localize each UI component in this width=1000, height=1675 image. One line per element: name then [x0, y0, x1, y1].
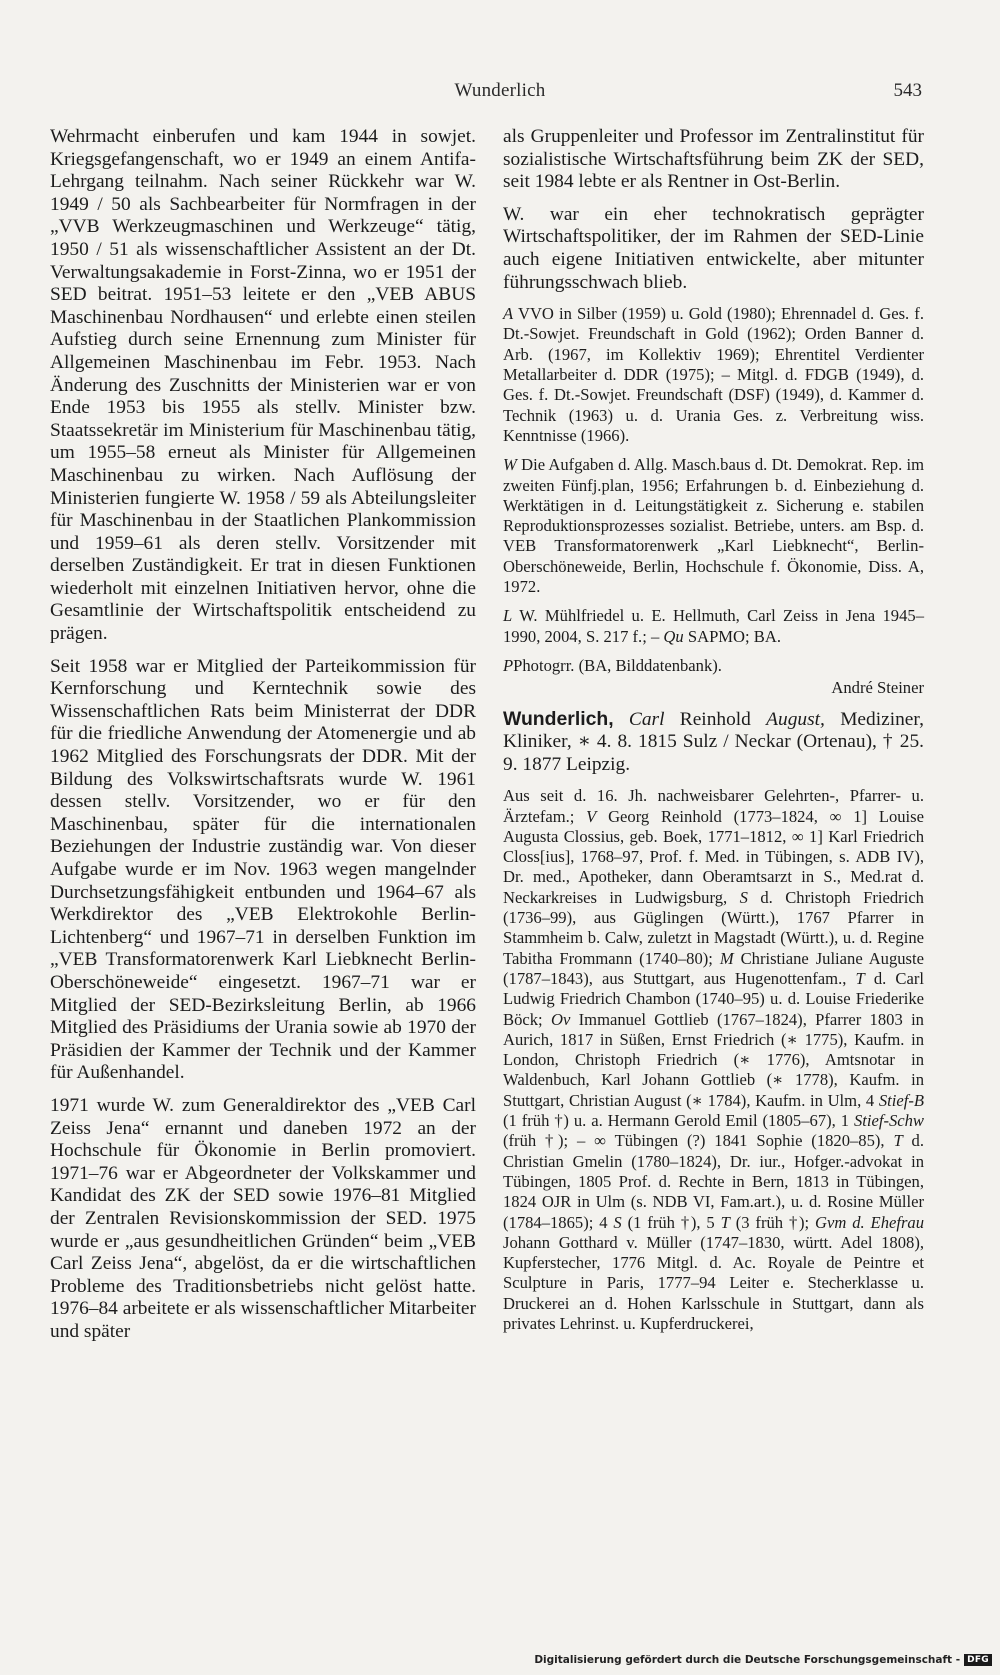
- credit-text: Digitalisierung gefördert durch die Deutsche Forschungsgemeinschaft -: [534, 1654, 961, 1666]
- paragraph: Seit 1958 war er Mitglied der Parteikommission für Kernforschung und Kerntechnik sowie des Wissenschaftlichen Rats beim Ministerrat der DDR für die friedliche Anwendung der Atomenergie und ab 1962 Mitglied des Forschungsrats der DDR. Mit der Bildung des Volkswirtschaftsrats wurde W. 1961 dessen stellv. Vorsitzender, wo er für den Maschinenbau, später für die internationalen Beziehungen der Industrie zuständig war. Von dieser Aufgabe wurde er im Nov. 1963 wegen mangelnder Durchsetzungsfähigkeit entbunden und 1964–67 als Werkdirektor des „VEB Elektrokohle Berlin-Lichtenberg“ und 1967–71 in derselben Funktion im „VEB Transformatorenwerk Karl Liebknecht Berlin-Oberschöneweide“ eingesetzt. 1967–71 war er Mitglied der SED-Bezirksleitung Berlin, ab 1966 Mitglied des Präsidiums der Urania sowie ab 1970 der Präsidien der Kammer der Technik und der Kammer für Außenhandel.: [50, 655, 476, 1084]
- paragraph: als Gruppenleiter und Professor im Zentralinstitut für sozialistische Wirtschaftsführung beim ZK der SED, seit 1984 lebte er als Rentner in Ost-Berlin.: [503, 126, 924, 193]
- entry-heading: [503, 708, 924, 777]
- works-section: [503, 455, 924, 597]
- portrait-text: Photogrr. (BA, Bilddatenbank).: [513, 655, 722, 675]
- portrait-section: [503, 656, 924, 676]
- page-number: 543: [893, 80, 922, 101]
- dfg-logo: DFG: [964, 1654, 992, 1666]
- left-column: [50, 126, 476, 1353]
- digitization-credit: [534, 1654, 992, 1666]
- paragraph: Wehrmacht einberufen und kam 1944 in sowjet. Kriegsgefangenschaft, wo er 1949 an einem Antifa-Lehrgang teilnahm. Nach seiner Rückkehr war W. 1949 / 50 als Sachbearbeiter für Normfragen in der „VVB Werkzeugmaschinen und Werkzeuge“ tätig, 1950 / 51 als wissenschaftlicher Assistent an der Dt. Verwaltungsakademie in Forst-Zinna, wo er 1951 der SED beitrat. 1951–53 leitete er den „VEB ABUS Maschinenbau Nordhausen“ und erlebte einen steilen Aufstieg durch seine Ernennung zum Minister für Allgemeinen Maschinenbau im Febr. 1953. Nach Änderung des Zuschnitts der Ministerien war er von Ende 1953 bis 1955 als stellv. Minister bzw. Staatssekretär im Ministerium für Maschinenbau tätig, um 1955–58 erneut als Minister für Allgemeinen Maschinenbau zu wirken. Nach Auflösung der Ministerien fungierte W. 1958 / 59 als Abteilungsleiter für Maschinenbau in der Staatlichen Plankommission und 1959–61 als deren stellv. Vorsitzender mit derselben Zuständigkeit. Er trat in diesen Funktionen wiederholt mit einzelnen Initiativen hervor, ohne die Gesamtlinie der Wirtschaftspolitik entscheidend zu prägen.: [50, 126, 476, 645]
- genealogy-block: [503, 786, 924, 1334]
- awards-text: VVO in Silber (1959) u. Gold (1980); Ehrennadel d. Ges. f. Dt.-Sowjet. Freundschaft in Gold (1962); Orden Banner d. Arb. (1967, im Kollektiv 1969); Ehrentitel Verdienter Metallarbeiter d. DDR (1975); – Mitgl. d. FDGB (1949), d. Ges. f. Dt.-Sowjet. Freundschaft (DSF) (1949), d. Kammer d. Technik (1963) u. d. Urania Ges. z. Verbreitung wiss. Kenntnisse (1966).: [503, 304, 924, 445]
- works-label: W: [503, 455, 517, 475]
- portrait-label: P: [503, 655, 514, 675]
- entry-dates: Mediziner, Kliniker, ∗ 4. 8. 1815 Sulz / Neckar (Ortenau), † 25. 9. 1877 Leipzig.: [503, 708, 924, 775]
- literature-text: W. Mühlfriedel u. E. Hellmuth, Carl Zeiss in Jena 1945–1990, 2004, S. 217 f.; –: [503, 606, 924, 646]
- entry-given-name: Carl: [628, 708, 665, 730]
- works-text: Die Aufgaben d. Allg. Masch.baus d. Dt. Demokrat. Rep. im zweiten Fünfj.plan, 1956; Erfahrungen b. d. Einbeziehung d. Werktätigen in d. Leitungstätigkeit z. Sicherung e. stabilen Reproduktionsprozesses sozialist. Betriebe, unters. am Bsp. d. VEB Transformatorenwerk „Karl Liebknecht“, Berlin-Oberschöneweide, Berlin, Hochschule f. Ökonomie, Diss. A, 1972.: [503, 455, 924, 597]
- literature-label: L: [503, 606, 513, 626]
- entry-given-name-2: August,: [766, 708, 825, 730]
- paragraph: W. war ein eher technokratisch geprägter Wirtschaftspolitiker, der im Rahmen der SED-Linie auch eigene Initiativen entwickelte, aber mitunter führungsschwach blieb.: [503, 203, 924, 293]
- genealogy-paragraph: Aus seit d. 16. Jh. nachweisbarer Gelehrten-, Pfarrer- u. Ärztefam.; V Georg Reinhold (1773–1824, ∞ 1] Louise Augusta Clossius, geb. Boek, 1771–1812, ∞ 1] Karl Friedrich Closs[ius], 1768–97, Prof. f. Med. in Tübingen, s. ADB IV), Dr. med., Apotheker, dann Oberamtsarzt in S., Med.rat d. Neckarkreises in Ludwigsburg, S d. Christoph Friedrich (1736–99), aus Güglingen (Württ.), 1767 Pfarrer in Stammheim b. Calw, zuletzt in Magstadt (Württ.), u. d. Regine Tabitha Frommann (1740–80); M Christiane Juliane Auguste (1787–1843), aus Stuttgart, aus Hugenottenfam., T d. Carl Ludwig Friedrich Chambon (1740–95) u. d. Louise Friederike Böck; Ov Immanuel Gottlieb (1767–1824), Pfarrer 1803 in Aurich, 1817 in Süßen, Ernst Friedrich (∗ 1775), Kaufm. in London, Christoph Friedrich (∗ 1776), Amtsnotar in Waldenbuch, Karl Johann Gottlieb (∗ 1778), Kaufm. in Stuttgart, Christian August (∗ 1784), Kaufm. in Ulm, 4 Stief-B (1 früh †) u. a. Hermann Gerold Emil (1805–67), 1 Stief-Schw (früh †); – ∞ Tübingen (?) 1841 Sophie (1820–85), T d. Christian Gmelin (1780–1824), Dr. iur., Hofger.-advokat in Tübingen, 1805 Prof. d. Rechte in Bern, 1813 in Tübingen, 1824 OJR in Ulm (s. NDB VI, Fam.art.), u. d. Rosine Müller (1784–1865); 4 S (1 früh †), 5 T (3 früh †); Gvm d. Ehefrau Johann Gotthard v. Müller (1747–1830, württ. Adel 1808), Kupferstecher, 1776 Mitgl. d. Ac. Royale de Peintre et Sculpture in Paris, 1777–94 Leiter e. Stecherklasse u. Druckerei an d. Hohen Karlsschule in Stuttgart, dann als privates Lehrinst. u. Kupferdruckerei,: [503, 786, 925, 1333]
- entry-surname: Wunderlich,: [503, 707, 614, 730]
- running-title: Wunderlich: [454, 80, 546, 101]
- awards-section: [503, 304, 924, 446]
- literature-section: [503, 606, 924, 647]
- sources-text: SAPMO; BA.: [687, 626, 781, 646]
- sources-label: Qu: [663, 626, 684, 646]
- author-signature: André Steiner: [831, 678, 924, 698]
- paragraph: 1971 wurde W. zum Generaldirektor des „VEB Carl Zeiss Jena“ ernannt und daneben 1972 an der Hochschule für Ökonomie in Berlin promoviert. 1971–76 war er Abgeordneter der Volkskammer und Kandidat des ZK der SED sowie 1976–81 Mitglied der Zentralen Revisionskommission der SED. 1975 wurde er „aus gesundheitlichen Gründen“ beim „VEB Carl Zeiss Jena“, abgelöst, da er die wirtschaftlichen Probleme des Traditionsbetriebs nicht gelöst hatte. 1976–84 arbeitete er als wissenschaftlicher Mitarbeiter und später: [50, 1094, 476, 1342]
- bibliography-block: [503, 304, 924, 698]
- right-column: [503, 126, 924, 1343]
- awards-label: A: [503, 304, 514, 324]
- entry-middle-name: Reinhold: [679, 708, 751, 730]
